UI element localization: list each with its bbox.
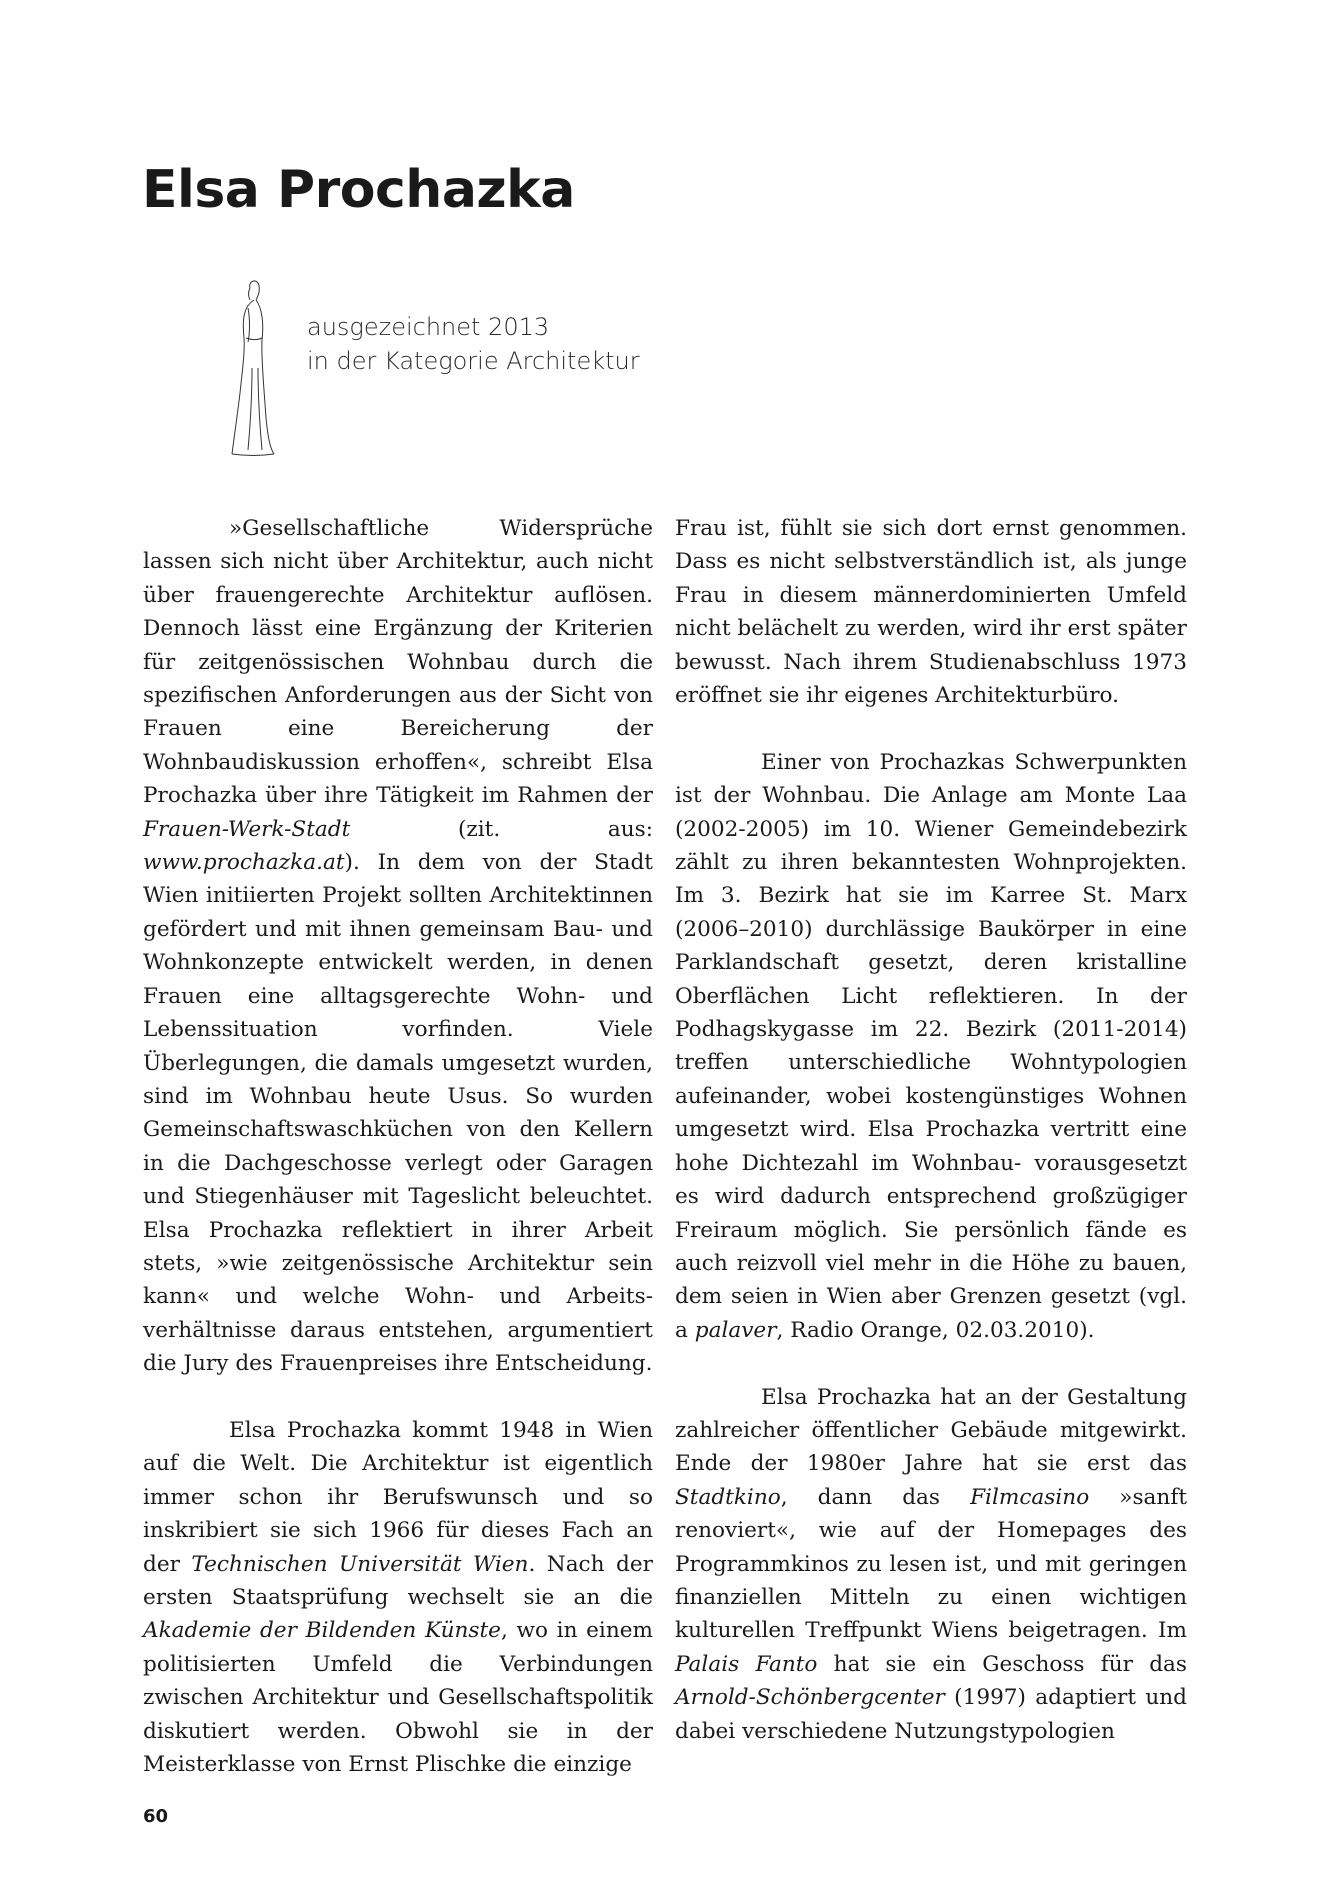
emphasis-palaver: palaver [694,1317,777,1343]
paragraph-left-2: Elsa Prochazka kommt 1948 in Wien auf die Welt. Die Architektur ist eigentlich immer schon ihr Berufswunsch und so inskribiert sie sich 1966 für dieses Fach an der Technischen Universität Wien. Nach der ersten Staatsprüfung wechselt sie an die Akademie der Bildenden Künste, wo in einem politisierten Umfeld die Verbindungen zwischen Architektur und Gesellschaftspolitik diskutiert werden. Obwohl sie in der Meisterklasse von Ernst Plischke die einzige [143,1417,653,1778]
emphasis-tu-wien: Technischen Universität Wien [191,1551,529,1577]
emphasis-website: www.prochazka.at [143,850,345,876]
award-line-year: ausgezeichnet 2013 [307,313,550,341]
paragraph-left-1: »Gesellschaftliche Widersprüche lassen sich nicht über Architektur, auch nicht über frauengerechte Architektur auflösen. Dennoch lässt eine Ergänzung der Kriterien für zeitgenössischen Wohnbau durch die spezifischen Anforderungen aus der Sicht von Frauen eine Bereicherung der Wohnbaudiskussion erhoffen«, schreibt Elsa Prochazka über ihre Tätigkeit im Rahmen der Frauen-Werk-Stadt (zit. aus: www.prochazka.at). In dem von der Stadt Wien initiierten Projekt sollten Architektinnen gefördert und mit ihnen gemeinsam Bau- und Wohnkonzepte entwickelt werden, in denen Frauen eine alltagsgerechte Wohn- und Lebenssituation vorfinden. Viele Überlegungen, die damals umgesetzt wurden, sind im Wohnbau heute Usus. So wurden Gemeinschaftswaschküchen von den Kellern in die Dachgeschosse verlegt oder Garagen und Stiegenhäuser mit Tageslicht beleuchtet. Elsa Prochazka reflektiert in ihrer Arbeit stets, »wie zeitgenössische Architektur sein kann« und welche Wohn- und Arbeitsverhältnisse daraus entstehen, argumentiert die Jury des Frauenpreises ihre Entscheidung. [143,516,653,1377]
emphasis-filmcasino: Filmcasino [970,1484,1090,1510]
page-number: 60 [143,1806,169,1827]
paragraph-right-2: Einer von Prochazkas Schwerpunkten ist der Wohnbau. Die Anlage am Monte Laa (2002-2005) im 10. Wiener Gemeindebezirk zählt zu ihren bekanntesten Wohnprojekten. Im 3. Bezirk hat sie im Karree St. Marx (2006–2010) durchlässige Baukörper in eine Parklandschaft gesetzt, deren kristalline Oberflächen Licht reflektieren. In der Podhagskygasse im 22. Bezirk (2011-2014) treffen unterschiedliche Wohntypologien aufeinander, wobei kostengünstiges Wohnen umgesetzt wird. Elsa Prochazka vertritt eine hohe Dichtezahl im Wohnbau- vorausgesetzt es wird dadurch entsprechend großzügiger Freiraum möglich. Sie persönlich fände es auch reizvoll viel mehr in die Höhe zu bauen, dem seien in Wien aber Grenzen gesetzt (vgl. a palaver, Radio Orange, 02.03.2010). [675,749,1187,1343]
emphasis-stadtkino: Stadtkino [675,1484,781,1510]
emphasis-frauen-werk-stadt: Frauen-Werk-Stadt [143,816,351,842]
text-column-right [675,512,1187,1748]
award-line-category: in der Kategorie Architektur [307,347,640,375]
emphasis-arnold-schoenbergcenter: Arnold-Schönbergcenter [675,1685,945,1711]
text-column-left [143,512,653,1781]
page-title: Elsa Prochazka [142,160,575,220]
paragraph-right-3: Elsa Prochazka hat an der Gestaltung zahlreicher öffentlicher Gebäude mitgewirkt. Ende der 1980er Jahre hat sie erst das Stadtkino, dann das Filmcasino »sanft renoviert«, wie auf der Homepages des Programmkinos zu lesen ist, und mit geringen finanziellen Mitteln zu einen wichtigen kulturellen Treffpunkt Wiens beigetragen. Im Palais Fanto hat sie ein Geschoss für das Arnold-Schönbergcenter (1997) adaptiert und dabei verschiedene Nutzungstypologien [675,1384,1188,1744]
paragraph-right-1: Frau ist, fühlt sie sich dort ernst genommen. Dass es nicht selbstverständlich ist, als junge Frau in diesem männerdominierten Umfeld nicht belächelt zu werden, wird ihr erst später bewusst. Nach ihrem Studienabschluss 1973 eröffnet sie ihr eigenes Architekturbüro. [675,516,1187,709]
emphasis-akademie: Akademie der Bildenden Künste [143,1618,501,1644]
award-caption [307,310,640,378]
figure-sketch-illustration [228,278,278,458]
emphasis-palais-fanto: Palais Fanto [675,1651,818,1677]
